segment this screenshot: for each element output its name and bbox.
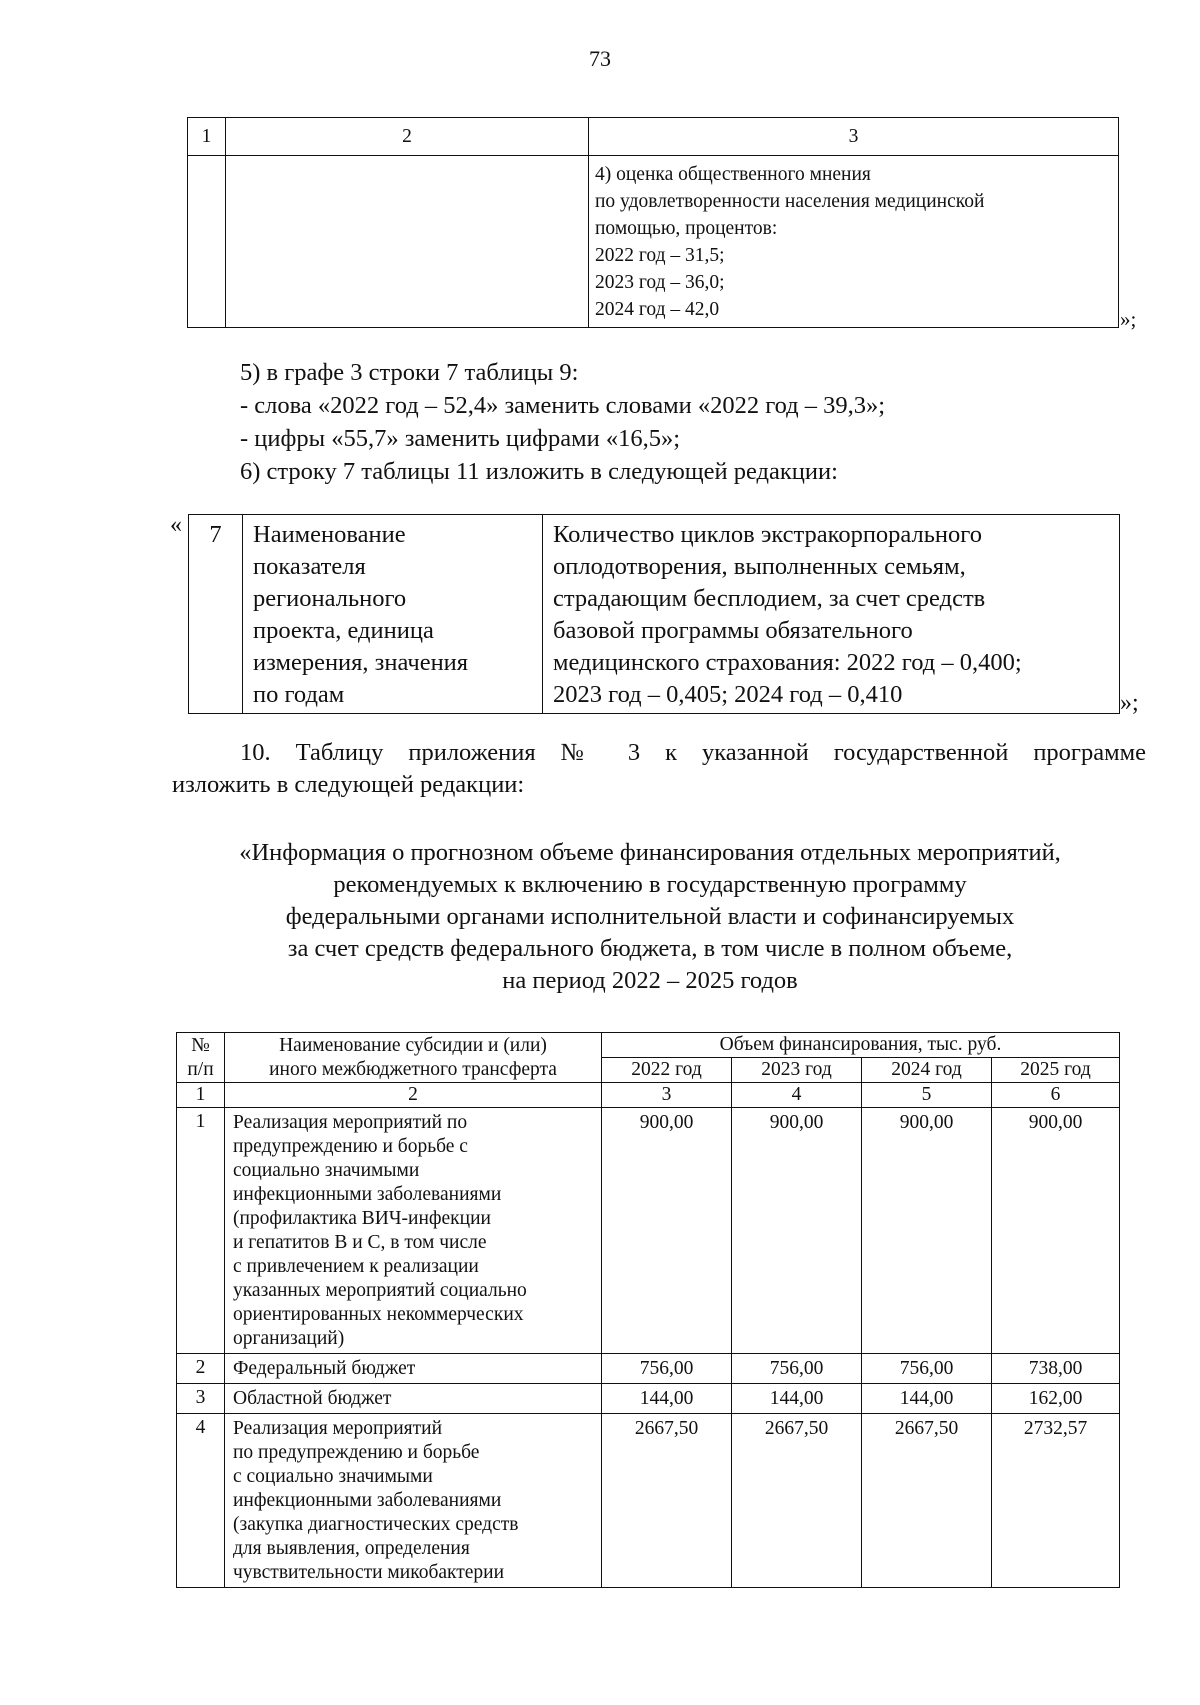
value-2025: 2732,57 — [992, 1414, 1120, 1588]
table-cell — [188, 156, 226, 328]
subsidy-name — [225, 1414, 602, 1588]
caption-line: рекомендуемых к включению в государственную программу — [333, 871, 967, 898]
row-number: 3 — [177, 1384, 225, 1414]
row-number: 7 — [189, 515, 243, 714]
cell-line: 2023 год – 36,0; — [595, 272, 725, 293]
indicator-value-cell — [543, 515, 1120, 714]
cell-line: Количество циклов экстракорпорального — [553, 521, 982, 548]
value-2025: 900,00 — [992, 1108, 1120, 1354]
col-number: 5 — [862, 1083, 992, 1108]
table-row — [177, 1384, 1120, 1414]
amendment-line: 6) строку 7 таблицы 11 изложить в следующей редакции: — [240, 458, 838, 485]
table-fragment-2 — [188, 514, 1120, 714]
table-cell — [226, 156, 589, 328]
value-2023: 2667,50 — [732, 1414, 862, 1588]
value-2023: 144,00 — [732, 1384, 862, 1414]
cell-line: Реализация мероприятий по — [233, 1112, 468, 1133]
amendment-line: - цифры «55,7» заменить цифрами «16,5»; — [240, 425, 681, 452]
cell-line: 2023 год – 0,405; 2024 год – 0,410 — [553, 681, 903, 708]
cell-line: 2022 год – 31,5; — [595, 245, 725, 266]
page-number: 73 — [589, 46, 611, 71]
cell-line: (профилактика ВИЧ-инфекции — [233, 1208, 491, 1229]
col-header-3: 3 — [589, 118, 1119, 156]
value-2022: 144,00 — [602, 1384, 732, 1414]
subsidy-name — [225, 1384, 602, 1414]
cell-line: Федеральный бюджет — [233, 1358, 416, 1379]
cell-line: Наименование — [253, 521, 406, 548]
cell-line: 4) оценка общественного мнения — [595, 164, 871, 185]
header-line: Наименование субсидии и (или) — [279, 1034, 547, 1056]
cell-line: медицинского страхования: 2022 год – 0,400; — [553, 649, 1022, 676]
cell-line: Реализация мероприятий — [233, 1418, 443, 1439]
table-fragment-1 — [187, 117, 1119, 328]
subsidy-name — [225, 1108, 602, 1354]
col-number: 2 — [225, 1083, 602, 1108]
table-caption — [150, 837, 1150, 997]
col-number: 3 — [602, 1083, 732, 1108]
value-2024: 756,00 — [862, 1354, 992, 1384]
cell-line: для выявления, определения — [233, 1538, 470, 1559]
cell-line: регионального — [253, 585, 407, 612]
header-line: п/п — [187, 1058, 214, 1080]
value-2024: 900,00 — [862, 1108, 992, 1354]
value-2023: 900,00 — [732, 1108, 862, 1354]
cell-line: с привлечением к реализации — [233, 1256, 479, 1277]
item-10-paragraph — [172, 737, 1146, 801]
cell-line: Областной бюджет — [233, 1388, 392, 1409]
cell-line: инфекционными заболеваниями — [233, 1184, 502, 1205]
row-number: 4 — [177, 1414, 225, 1588]
caption-line: на период 2022 – 2025 годов — [502, 967, 798, 994]
col-number: 6 — [992, 1083, 1120, 1108]
paragraph-line: изложить в следующей редакции: — [172, 771, 525, 798]
col-header-year: 2025 год — [992, 1058, 1120, 1083]
cell-line: указанных мероприятий социально — [233, 1280, 527, 1301]
cell-line: предупреждению и борьбе с — [233, 1136, 468, 1157]
col-header-2: 2 — [226, 118, 589, 156]
value-2024: 2667,50 — [862, 1414, 992, 1588]
cell-line: 2024 год – 42,0 — [595, 299, 720, 320]
header-line: иного межбюджетного трансферта — [269, 1058, 557, 1080]
subsidy-name — [225, 1354, 602, 1384]
cell-line: помощью, процентов: — [595, 218, 778, 239]
value-2024: 144,00 — [862, 1384, 992, 1414]
amendment-line: 5) в графе 3 строки 7 таблицы 9: — [240, 359, 579, 386]
cell-line: ориентированных некоммерческих — [233, 1304, 524, 1325]
value-2025: 738,00 — [992, 1354, 1120, 1384]
col-header-no — [177, 1033, 225, 1083]
value-2025: 162,00 — [992, 1384, 1120, 1414]
cell-line: организаций) — [233, 1328, 345, 1349]
cell-line: оплодотворения, выполненных семьям, — [553, 553, 966, 580]
header-line: № — [191, 1034, 210, 1056]
cell-line: страдающим бесплодием, за счет средств — [553, 585, 986, 612]
col-header-year: 2022 год — [602, 1058, 732, 1083]
cell-line: с социально значимыми — [233, 1466, 433, 1487]
caption-line: «Информация о прогнозном объеме финансирования отдельных мероприятий, — [239, 839, 1061, 866]
cell-line: социально значимыми — [233, 1160, 420, 1181]
col-header-volume: Объем финансирования, тыс. руб. — [602, 1033, 1120, 1058]
caption-line: федеральными органами исполнительной власти и софинансируемых — [285, 903, 1015, 930]
col-number: 1 — [177, 1083, 225, 1108]
row-number: 1 — [177, 1108, 225, 1354]
value-2022: 756,00 — [602, 1354, 732, 1384]
indicator-cell — [589, 156, 1119, 328]
paragraph-line: 10. Таблицу приложения № 3 к указанной государственной программе — [240, 739, 1146, 766]
col-header-name — [225, 1033, 602, 1083]
caption-line: за счет средств федерального бюджета, в том числе в полном объеме, — [287, 935, 1013, 962]
funding-table — [176, 1032, 1120, 1588]
value-2022: 900,00 — [602, 1108, 732, 1354]
table-row — [177, 1354, 1120, 1384]
row-number: 2 — [177, 1354, 225, 1384]
cell-line: измерения, значения — [253, 649, 469, 676]
value-2022: 2667,50 — [602, 1414, 732, 1588]
col-number: 4 — [732, 1083, 862, 1108]
cell-line: базовой программы обязательного — [553, 617, 913, 644]
value-2023: 756,00 — [732, 1354, 862, 1384]
table-row — [177, 1414, 1120, 1588]
table-row — [177, 1108, 1120, 1354]
closing-quote: »; — [1120, 307, 1137, 331]
cell-line: проекта, единица — [253, 617, 434, 644]
cell-line: по предупреждению и борьбе — [233, 1442, 480, 1463]
indicator-name-cell — [243, 515, 543, 714]
closing-quote: »; — [1120, 690, 1139, 716]
cell-line: по годам — [253, 681, 345, 708]
col-header-year: 2023 год — [732, 1058, 862, 1083]
amendment-line: - слова «2022 год – 52,4» заменить словами «2022 год – 39,3»; — [240, 392, 886, 419]
cell-line: (закупка диагностических средств — [233, 1514, 519, 1535]
col-header-1: 1 — [188, 118, 226, 156]
cell-line: инфекционными заболеваниями — [233, 1490, 502, 1511]
col-header-year: 2024 год — [862, 1058, 992, 1083]
cell-line: по удовлетворенности населения медицинской — [595, 191, 985, 212]
cell-line: показателя — [253, 553, 366, 580]
cell-line: чувствительности микобактерии — [233, 1562, 505, 1583]
cell-line: и гепатитов В и С, в том числе — [233, 1232, 487, 1253]
opening-quote: « — [170, 512, 182, 538]
